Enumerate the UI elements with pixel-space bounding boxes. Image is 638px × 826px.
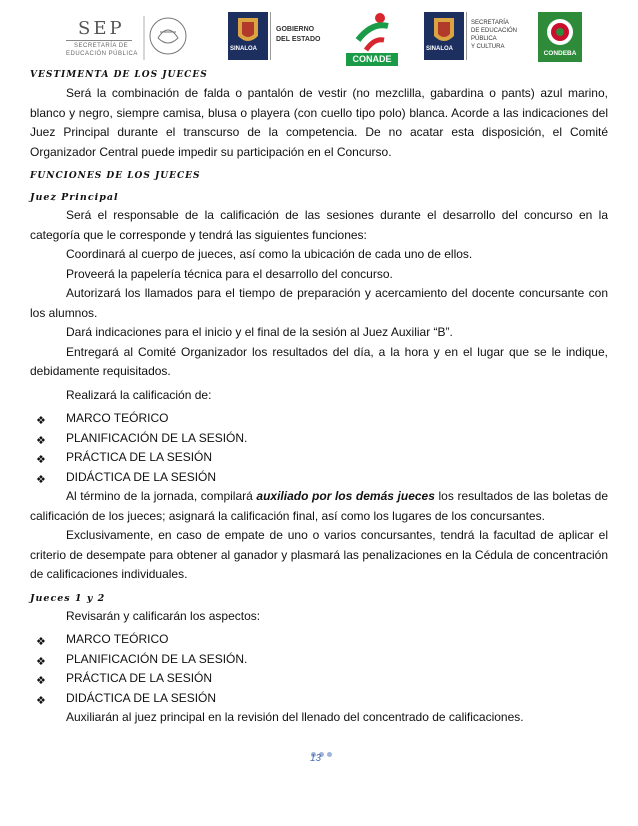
vestimenta-paragraph: Será la combinación de falda o pantalón de vestir (no mezclilla, gabardina o pants) azul marino, blanco y negro, siempre camisa, blusa o playera (con cuello tipo polo) blanca. Acorde a las indicaciones del Juez Principal durante el transcurso de la competencia. De no acatar esta disposición, el Comité Organizador Central puede impedir su participación en el Concurso.	[30, 86, 608, 159]
j12-criteria-list	[30, 630, 608, 708]
conade-text: CONADE	[346, 53, 398, 66]
sinaloa-gobierno-logo	[228, 12, 320, 60]
document-body	[30, 67, 608, 728]
list-item: ❖ PRÁCTICA DE LA SESIÓN	[30, 448, 608, 468]
sepyc-line3: PÚBLICA	[471, 36, 497, 42]
jp-paragraph-3: Proveerá la papelería técnica para el desarrollo del concurso.	[66, 266, 393, 281]
page-number: 13	[310, 753, 322, 764]
jp-paragraph-9: Exclusivamente, en caso de empate de uno o varios concursantes, tendrá la facultad de aplicar el criterio de desempate para obtener al ganador y plasmará las penalizaciones en la Cédula de concentración de calificaciones individuales.	[30, 528, 608, 581]
diamond-bullet-icon: ❖	[36, 654, 46, 668]
condeba-logo	[538, 12, 582, 62]
sinaloa-word: SINALOA	[230, 46, 257, 52]
sep-sub1: SECRETARÍA DE	[74, 43, 129, 49]
diamond-bullet-icon: ❖	[36, 414, 46, 427]
sepyc-box	[466, 12, 519, 60]
diamond-bullet-icon: ❖	[36, 472, 46, 486]
jp-paragraph-7: Realizará la calificación de:	[66, 387, 212, 402]
sepyc-line2: DE EDUCACIÓN	[471, 28, 518, 34]
diamond-bullet-icon: ❖	[36, 453, 46, 466]
sinaloa-sepyc-logo	[424, 12, 518, 60]
gobierno-box	[270, 12, 321, 60]
jp-paragraph-6: Entregará al Comité Organizador los resultados del día, a la hora y en el lugar que se le indique, debidamente requisitados.	[30, 344, 608, 378]
juez-principal-heading: Juez Principal	[30, 192, 119, 203]
jp-paragraph-1: Será el responsable de la calificación de las sesiones durante el desarrollo del concurso en la categoría que le corresponde y tendrá las siguientes funciones:	[30, 208, 608, 242]
jp-paragraph-5: Dará indicaciones para el inicio y el final de la sesión al Juez Auxiliar “B”.	[66, 325, 453, 339]
condeba-text: CONDEBA	[543, 50, 577, 57]
jp-criteria-list	[30, 409, 608, 487]
vestimenta-heading: VESTIMENTA DE LOS JUECES	[30, 70, 208, 80]
diamond-bullet-icon: ❖	[36, 433, 46, 447]
list-item: ❖ PRÁCTICA DE LA SESIÓN	[30, 669, 608, 689]
funciones-heading: FUNCIONES DE LOS JUECES	[30, 171, 201, 181]
list-item: ❖ DIDÁCTICA DE LA SESIÓN	[30, 468, 608, 488]
gobierno-line2: DEL ESTADO	[276, 36, 321, 43]
diamond-bullet-icon: ❖	[36, 693, 46, 707]
jp-paragraph-4: Autorizará los llamados para el tiempo de preparación y acercamiento del docente concursante con los alumnos.	[30, 286, 608, 320]
sinaloa-shield-icon-2	[424, 12, 464, 60]
list-item: ❖ DIDÁCTICA DE LA SESIÓN	[30, 689, 608, 709]
sep-logo	[60, 8, 190, 68]
gobierno-line1: GOBIERNO	[276, 26, 315, 33]
list-item: ❖ PLANIFICACIÓN DE LA SESIÓN.	[30, 650, 608, 670]
sepyc-line1: SECRETARÍA	[471, 20, 509, 26]
sepyc-line4: Y CULTURA	[471, 44, 505, 50]
jueces-1-2-heading: Jueces 1 y 2	[30, 592, 106, 604]
conade-logo	[344, 10, 400, 66]
sep-divider	[66, 40, 132, 41]
sinaloa-shield-icon	[228, 12, 268, 60]
sinaloa-word-2: SINALOA	[426, 46, 453, 52]
list-item: ❖ MARCO TEÓRICO	[30, 409, 608, 429]
list-item: ❖ MARCO TEÓRICO	[30, 630, 608, 650]
list-item: ❖ PLANIFICACIÓN DE LA SESIÓN.	[30, 429, 608, 449]
page-header	[0, 8, 638, 68]
j12-paragraph-1: Revisarán y calificarán los aspectos:	[66, 608, 261, 623]
jp-paragraph-2: Coordinará al cuerpo de jueces, así como la ubicación de cada uno de ellos.	[66, 247, 473, 261]
diamond-bullet-icon: ❖	[36, 635, 46, 648]
sep-title: SEP	[78, 18, 125, 39]
jp-paragraph-8: Al término de la jornada, compilará auxiliado por los demás jueces los resultados de las boletas de calificación de los jueces; asignará la calificación final, así como los lugares de los concursantes.	[30, 489, 608, 523]
diamond-bullet-icon: ❖	[36, 674, 46, 687]
j12-paragraph-2: Auxiliarán al juez principal en la revisión del llenado del concentrado de calificaciones.	[66, 710, 524, 724]
sep-sub2: EDUCACIÓN PÚBLICA	[66, 51, 138, 57]
conade-runner-icon	[344, 10, 400, 56]
